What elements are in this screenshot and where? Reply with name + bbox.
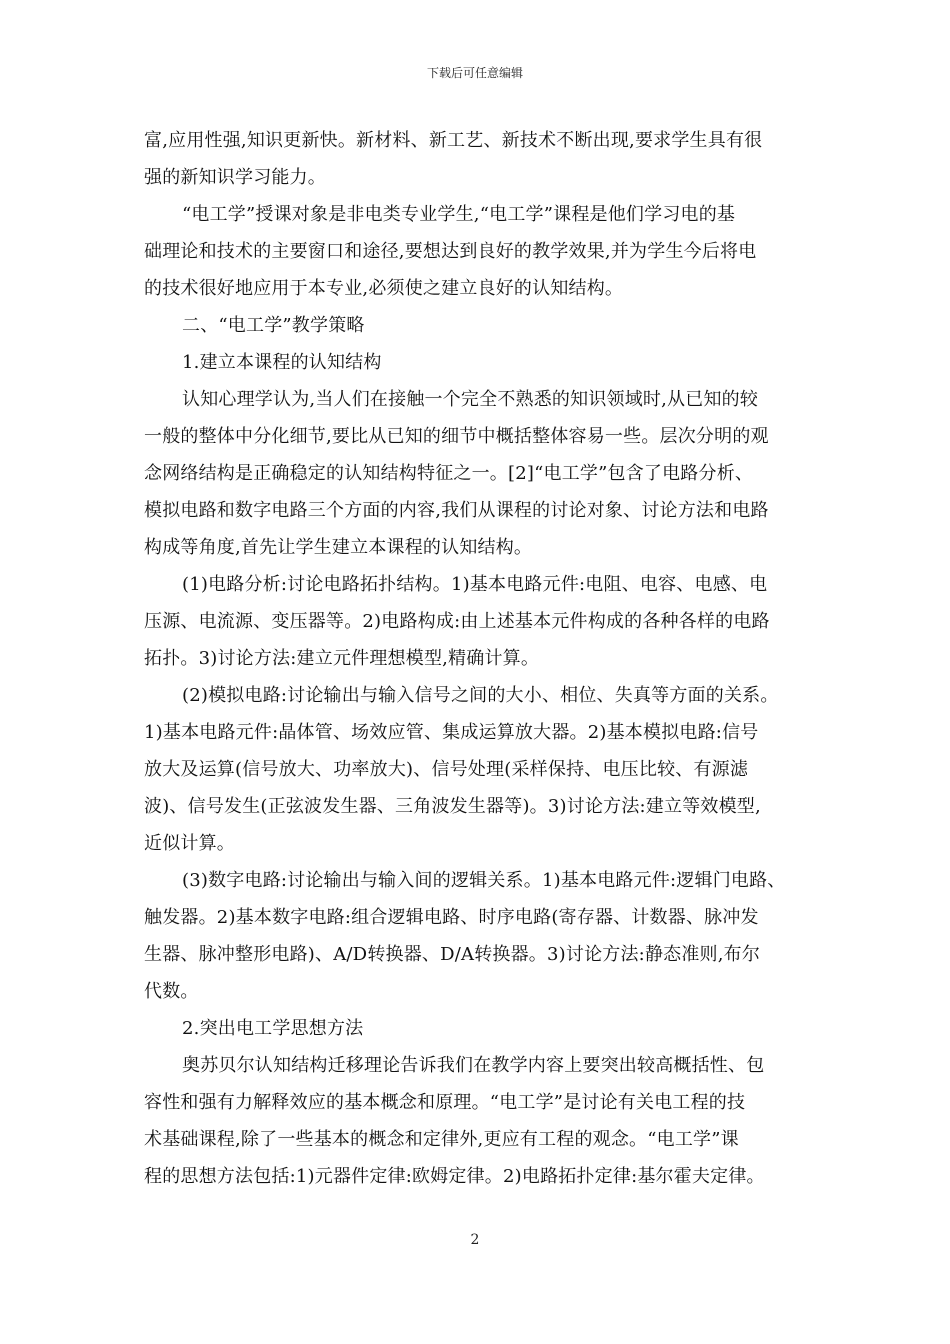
text-line: 强的新知识学习能力。 bbox=[144, 167, 326, 188]
page-header: 下载后可任意编辑 bbox=[426, 66, 523, 80]
text-line: 程的思想方法包括:1)元器件定律:欧姆定律。2)电路拓扑定律:基尔霍夫定律。 bbox=[144, 1166, 765, 1187]
text-line: 术基础课程,除了一些基本的概念和定律外,更应有工程的观念。“电工学”课 bbox=[144, 1129, 739, 1150]
text-line: 念网络结构是正确稳定的认知结构特征之一。[2]“电工学”包含了电路分析、 bbox=[144, 463, 754, 484]
text-line: 压源、电流源、变压器等。2)电路构成:由上述基本元件构成的各种各样的电路 bbox=[144, 611, 770, 632]
text-line: 二、“电工学”教学策略 bbox=[182, 315, 365, 336]
text-line: 富,应用性强,知识更新快。新材料、新工艺、新技术不断出现,要求学生具有很 bbox=[144, 130, 763, 151]
text-line: 生器、脉冲整形电路)、A/D转换器、D/A转换器。3)讨论方法:静态准则,布尔 bbox=[144, 944, 761, 965]
text-line: 近似计算。 bbox=[144, 833, 235, 854]
text-line: 触发器。2)基本数字电路:组合逻辑电路、时序电路(寄存器、计数器、脉冲发 bbox=[144, 907, 759, 928]
text-line: (2)模拟电路:讨论输出与输入信号之间的大小、相位、失真等方面的关系。 bbox=[182, 685, 779, 706]
text-line: 2.突出电工学思想方法 bbox=[182, 1018, 364, 1039]
text-line: 构成等角度,首先让学生建立本课程的认知结构。 bbox=[144, 537, 533, 558]
text-line: 1)基本电路元件:晶体管、场效应管、集成运算放大器。2)基本模拟电路:信号 bbox=[144, 722, 759, 743]
text-line: (3)数字电路:讨论输出与输入间的逻辑关系。1)基本电路元件:逻辑门电路、 bbox=[182, 870, 786, 891]
text-line: 模拟电路和数字电路三个方面的内容,我们从课程的讨论对象、讨论方法和电路 bbox=[144, 500, 769, 521]
text-line: 的技术很好地应用于本专业,必须使之建立良好的认知结构。 bbox=[144, 278, 624, 299]
text-line: 代数。 bbox=[144, 981, 199, 1002]
text-line: 1.建立本课程的认知结构 bbox=[182, 352, 382, 373]
text-line: (1)电路分析:讨论电路拓扑结构。1)基本电路元件:电阻、电容、电感、电 bbox=[182, 574, 768, 595]
text-line: 放大及运算(信号放大、功率放大)、信号处理(采样保持、电压比较、有源滤 bbox=[144, 759, 749, 780]
text-line: 认知心理学认为,当人们在接触一个完全不熟悉的知识领域时,从已知的较 bbox=[182, 389, 759, 410]
text-line: “电工学”授课对象是非电类专业学生,“电工学”课程是他们学习电的基 bbox=[182, 204, 736, 225]
text-line: 础理论和技术的主要窗口和途径,要想达到良好的教学效果,并为学生今后将电 bbox=[144, 241, 757, 262]
text-line: 拓扑。3)讨论方法:建立元件理想模型,精确计算。 bbox=[144, 648, 540, 669]
text-line: 奥苏贝尔认知结构迁移理论告诉我们在教学内容上要突出较高概括性、包 bbox=[182, 1055, 765, 1076]
text-line: 波)、信号发生(正弦波发生器、三角波发生器等)。3)讨论方法:建立等效模型, bbox=[144, 796, 761, 817]
text-line: 容性和强有力解释效应的基本概念和原理。“电工学”是讨论有关电工程的技 bbox=[144, 1092, 746, 1113]
text-line: 一般的整体中分化细节,要比从已知的细节中概括整体容易一些。层次分明的观 bbox=[144, 426, 769, 447]
body-text bbox=[144, 122, 814, 1195]
page-number: 2 bbox=[470, 1232, 480, 1248]
